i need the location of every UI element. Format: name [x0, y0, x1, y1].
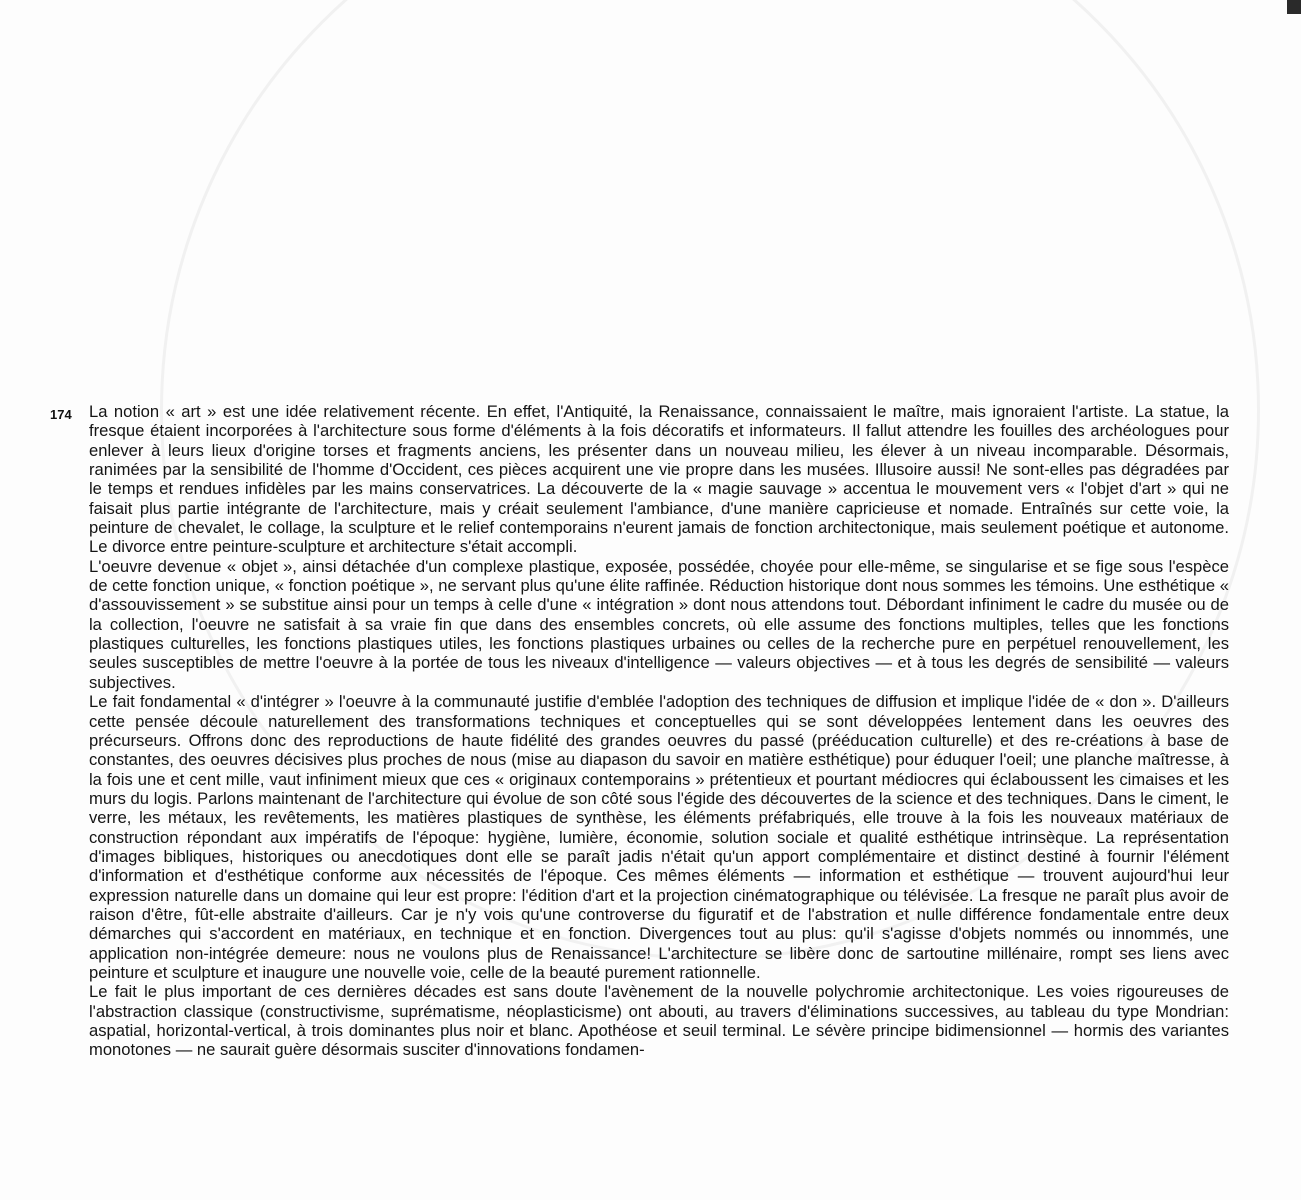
page-number: 174: [50, 407, 72, 422]
paragraph-4: Le fait le plus important de ces dernières décades est sans doute l'avènement de la nouvelle polychromie architectonique. Les voies rigoureuses de l'abstraction classique (constructivisme, suprématisme, néoplasticisme) ont abouti, au travers d'éliminations successives, au tableau du type Mondrian: aspatial, horizontal-vertical, à trois dominantes plus noir et blanc. Apothéose et seuil terminal. Le sévère principe bidimensionnel — hormis des variantes monotones — ne saurait guère désormais susciter d'innovations fondamen-: [89, 982, 1229, 1060]
paragraph-2: L'oeuvre devenue « objet », ainsi détachée d'un complexe plastique, exposée, possédée, choyée pour elle-même, se singularise et se fige sous l'espèce de cette fonction unique, « fonction poétique », ne servant plus qu'une élite raffinée. Réduction historique dont nous sommes les témoins. Une esthétique « d'assouvissement » se substitue ainsi pour un temps à celle d'une « intégration » dont nous attendons tout. Débordant infiniment le cadre du musée ou de la collection, l'oeuvre ne satisfait à sa vraie fin que dans des ensembles concrets, où elle assume des fonctions multiples, telles que les fonctions plastiques culturelles, les fonctions plastiques utiles, les fonctions plastiques urbaines ou celles de la recherche pure en perpétuel renouvellement, les seules susceptibles de mettre l'oeuvre à la portée de tous les niveaux d'intelligence — valeurs objectives — et à tous les degrés de sensibilité — valeurs subjectives.: [89, 556, 1229, 692]
paragraph-3: Le fait fondamental « d'intégrer » l'oeuvre à la communauté justifie d'emblée l'adoption des techniques de diffusion et implique l'idée de « don ». D'ailleurs cette pensée découle naturellement des transformations techniques et conceptuelles qui se sont développées lentement dans les oeuvres des précurseurs. Offrons donc des reproductions de haute fidélité des grandes oeuvres du passé (prééducation culturelle) et des re-créations à base de constantes, des oeuvres décisives plus proches de nous (mise au diapason du savoir en matière esthétique) pour éduquer l'oeil; une planche maîtresse, à la fois une et cent mille, vaut infiniment mieux que ces « originaux contemporains » prétentieux et pourtant médiocres qui éclaboussent les cimaises et les murs du logis. Parlons maintenant de l'architecture qui évolue de son côté sous l'égide des découvertes de la science et des techniques. Dans le ciment, le verre, les métaux, les revêtements, les matières plastiques de synthèse, les éléments préfabriqués, elle trouve à la fois les nouveaux matériaux de construction répondant aux impératifs de l'époque: hygiène, lumière, économie, solution sociale et qualité esthétique intrinsèque. La représentation d'images bibliques, historiques ou anecdotiques dont elle se paraît jadis n'était qu'un apport complémentaire et distinct destiné à fournir l'élément d'information et d'esthétique conforme aux nécessités de l'époque. Ces mêmes éléments — information et esthétique — trouvent aujourd'hui leur expression naturelle dans un domaine qui leur est propre: l'édition d'art et la projection cinématographique ou télévisée. La fresque ne paraît plus avoir de raison d'être, fût-elle abstraite d'ailleurs. Car je n'y vois qu'une controverse du figuratif et de l'abstration et nulle différence fondamentale entre deux démarches qui s'accordent en matériaux, en technique et en fonction. Divergences tout au plus: qu'il s'agisse d'objets nommés ou innommés, une application non-intégrée demeure: nous ne voulons plus de Renaissance! L'architecture se libère donc de sartoutine millénaire, rompt ses liens avec peinture et sculpture et inaugure une nouvelle voie, celle de la beauté purement rationnelle.: [89, 692, 1229, 982]
paragraph-1: La notion « art » est une idée relativement récente. En effet, l'Antiquité, la Renaissance, connaissaient le maître, mais ignoraient l'artiste. La statue, la fresque étaient incorporées à l'architecture sous forme d'éléments à la fois décoratifs et informateurs. Il fallut attendre les fouilles des archéologues pour enlever à leurs lieux d'origine torses et fragments anciens, les présenter dans un nouveau milieu, les élever à un niveau incomparable. Désormais, ranimées par la sensibilité de l'homme d'Occident, ces pièces acquirent une vie propre dans les musées. Illusoire aussi! Ne sont-elles pas dégradées par le temps et rendues infidèles par les mains conservatrices. La découverte de la « magie sauvage » accentua le mouvement vers « l'objet d'art » qui ne faisait plus partie intégrante de l'architecture, mais y créait seulement l'ambiance, d'une manière capricieuse et nomade. Entraînés sur cette voie, la peinture de chevalet, le collage, la sculpture et le relief contemporains n'eurent jamais de fonction architectonique, mais seulement poétique et autonome. Le divorce entre peinture-sculpture et architecture s'était accompli.: [89, 402, 1229, 557]
page-corner-shadow: [1287, 0, 1301, 14]
body-text: [89, 402, 1229, 1060]
